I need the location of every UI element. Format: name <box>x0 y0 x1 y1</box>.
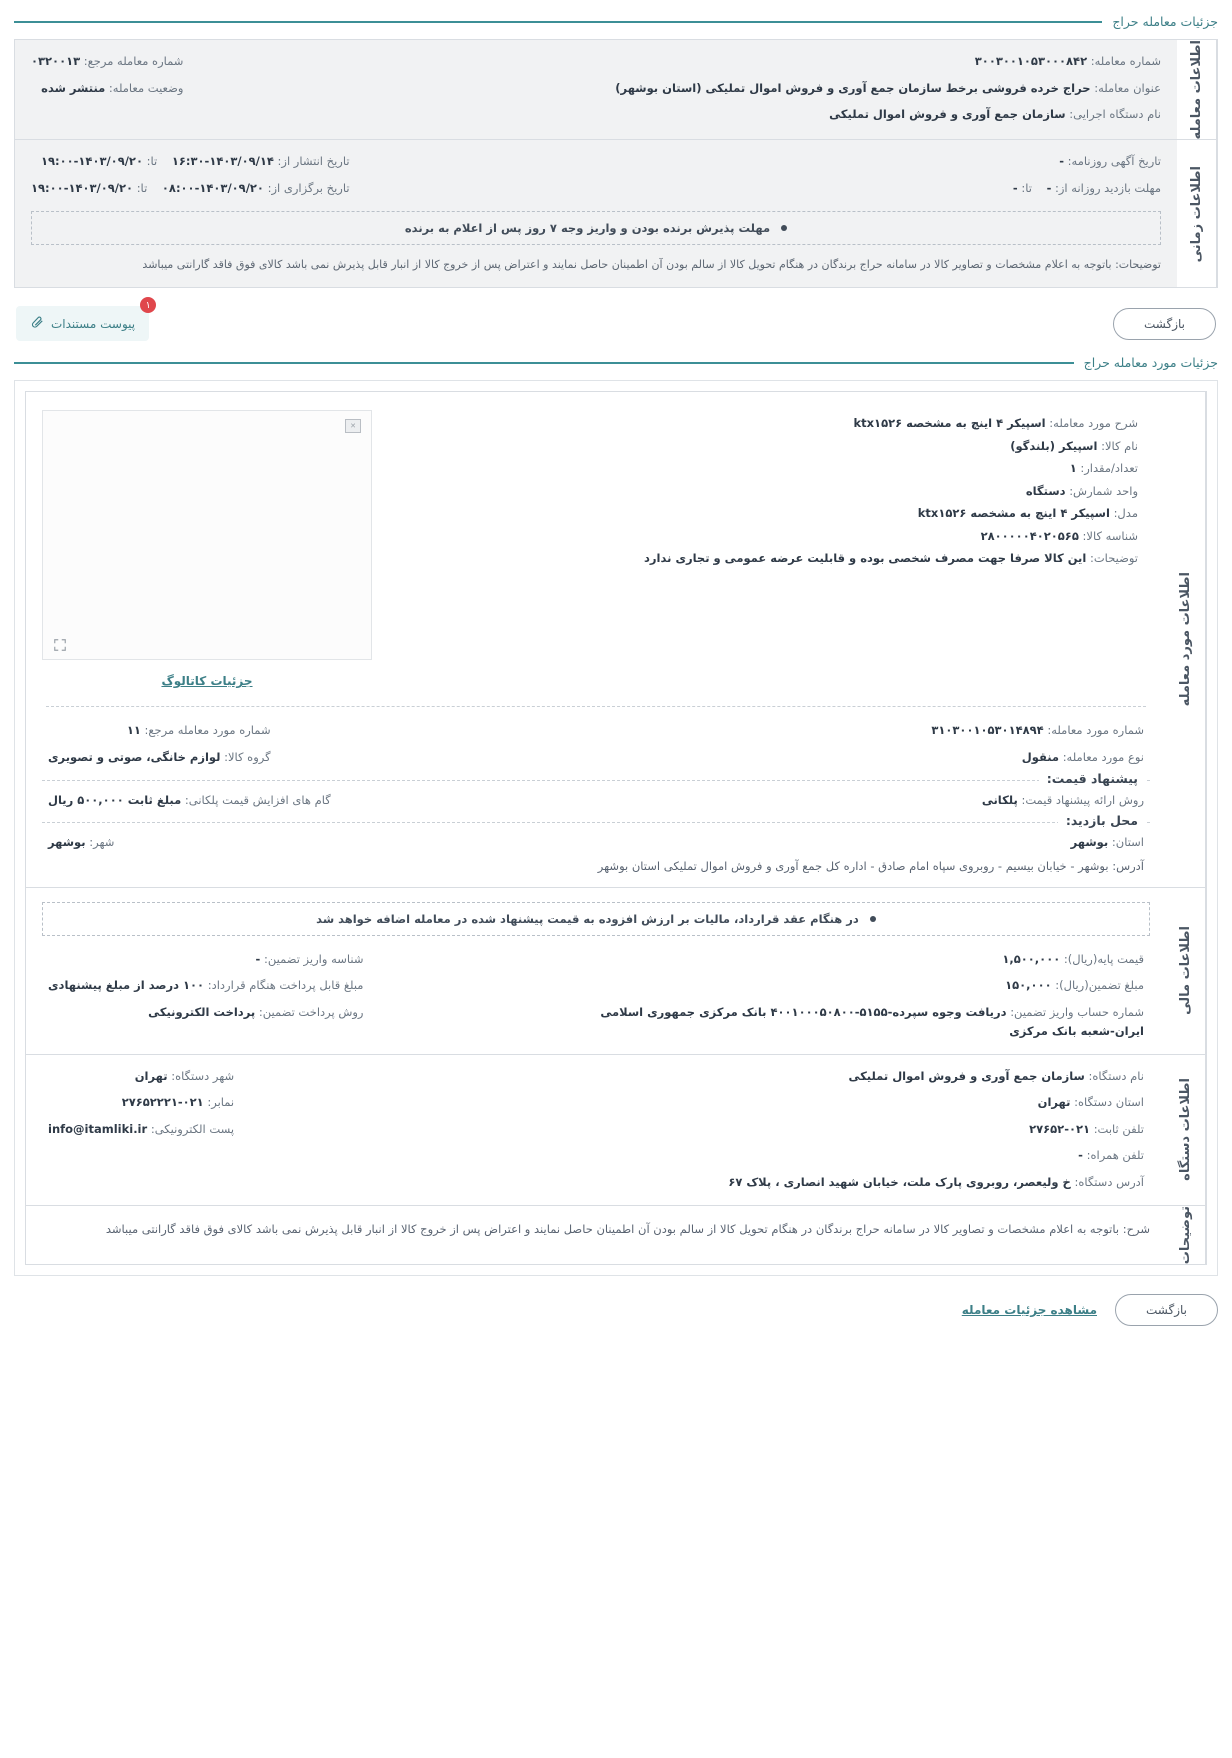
back-button-bottom[interactable]: بازگشت <box>1115 1294 1218 1326</box>
section-rule-2 <box>14 362 1074 364</box>
field-transaction-title <box>615 79 1161 99</box>
notice-vat <box>42 902 1150 936</box>
divider-1 <box>46 706 1146 707</box>
financial-left <box>48 950 363 1042</box>
value: حراج خرده فروشی برخط سازمان جمع آوری و فروش اموال تملیکی (استان بوشهر) <box>615 80 1091 95</box>
field-org-name <box>848 1067 1144 1087</box>
value-to: ۱۴۰۳/۰۹/۲۰-۱۹:۰۰ <box>31 180 134 195</box>
value: ۱۱ <box>126 723 141 738</box>
field-org-city <box>135 1067 234 1087</box>
label: تاریخ برگزاری از: <box>267 180 350 195</box>
field-visit-city <box>48 833 114 853</box>
panel-label-descriptions-text: توضیحات <box>1178 1205 1193 1264</box>
field-executive-agency <box>829 105 1161 125</box>
field-bid-method <box>982 791 1144 811</box>
paperclip-icon <box>30 315 44 332</box>
panel-descriptions <box>25 1206 1207 1265</box>
label: پست الکترونیکی: <box>150 1121 235 1136</box>
page-root <box>0 14 1232 1356</box>
value-from: ۱۴۰۳/۰۹/۱۴-۱۶:۳۰ <box>171 154 274 169</box>
panel-organization <box>25 1055 1207 1206</box>
value: پرداخت الکترونیکی <box>148 1004 256 1019</box>
value: ۱۰۰ درصد از مبلغ پیشنهادی <box>48 978 205 993</box>
value: ۰۲۱-۲۷۶۵۲ <box>1029 1121 1091 1136</box>
value: ۳۱۰۳۰۰۱۰۵۳۰۱۴۸۹۴ <box>931 723 1044 738</box>
value-to: - <box>1012 180 1018 195</box>
broken-image-icon: ✕ <box>345 419 361 433</box>
value: پلکانی <box>981 792 1018 807</box>
panel-label-time-text: اطلاعات زمانی <box>1189 165 1204 263</box>
label: آدرس دستگاه: <box>1074 1174 1144 1189</box>
price-row <box>42 791 1150 811</box>
value: دستگاه <box>1025 483 1066 498</box>
label: نام دستگاه اجرایی: <box>1069 107 1161 122</box>
field-visit-address: آدرس: بوشهر - خیابان بیسیم - روبروی سپاه امام صادق - اداره کل جمع آوری و فروش اموال تملیکی استان بوشهر <box>597 858 1144 873</box>
value: - <box>255 951 261 966</box>
field-guarantee-payment-id <box>256 950 364 970</box>
section-rule <box>14 21 1102 23</box>
organization-right <box>728 1067 1144 1193</box>
field-transaction-number <box>975 52 1161 72</box>
value: ۱۵۰,۰۰۰ <box>1005 978 1052 993</box>
panel-body-financial <box>26 888 1166 1054</box>
label: شناسه کالا: <box>1082 528 1138 543</box>
field-org-address <box>728 1173 1144 1193</box>
section-title-auction: جزئیات معامله حراج <box>1112 14 1218 29</box>
transaction-left-col <box>31 52 183 125</box>
financial-row <box>42 950 1150 1042</box>
time-left-col <box>31 152 350 198</box>
item-ids-right <box>931 721 1144 767</box>
panel-label-organization-text: اطلاعات دستگاه <box>1178 1078 1193 1182</box>
label: تعداد/مقدار: <box>1080 461 1138 476</box>
time-right-col <box>1013 152 1161 198</box>
field-org-province <box>1038 1093 1144 1113</box>
field-org-fax <box>122 1093 234 1113</box>
bullet-icon <box>781 225 787 231</box>
field-item-type <box>1022 748 1144 768</box>
label-to: تا: <box>1021 180 1032 195</box>
label: نام دستگاه: <box>1088 1068 1144 1083</box>
value: تهران <box>1037 1095 1071 1110</box>
field-item-description <box>390 412 1138 434</box>
visit-left <box>48 833 114 853</box>
field-visit-province <box>1071 833 1144 853</box>
panel-label-time <box>1177 140 1217 287</box>
value: اسپیکر ۴ اینچ به مشخصه ktx۱۵۲۶ <box>853 416 1046 431</box>
field-item-quantity <box>390 457 1138 479</box>
field-item-code <box>390 525 1138 547</box>
label: شهر: <box>89 835 115 850</box>
notice-text: مهلت پذیرش برنده بودن و واریز وجه ۷ روز پس از اعلام به برنده <box>404 220 771 235</box>
panel-label-financial-text: اطلاعات مالی <box>1178 926 1193 1016</box>
field-org-phone <box>1029 1120 1144 1140</box>
field-org-mobile <box>1078 1146 1144 1166</box>
section-title-item: جزئیات مورد معامله حراج <box>1083 355 1218 371</box>
field-item-name <box>390 435 1138 457</box>
value: مبلغ ثابت ۵۰۰,۰۰۰ ریال <box>48 792 182 807</box>
value: سازمان جمع آوری و فروش اموال تملیکی <box>829 107 1066 122</box>
item-ids-left <box>48 721 271 767</box>
field-reference-number <box>31 52 183 72</box>
descriptions-text: شرح: باتوجه به اعلام مشخصات و تصاویر کالا در سامانه حراج برندگان در هنگام تحویل کالا از سالم بودن آن اطمینان حاصل نمایند و اعتراض پس از خروج کالا از انبار قابل پذیرش نمی باشد کالای فوق فاقد گارانتی میباشد <box>105 1221 1150 1236</box>
action-bar-top <box>16 299 1216 341</box>
bullet-icon <box>870 916 876 922</box>
value: خ ولیعصر، روبروی پارک ملت، خیابان شهید انصاری ، پلاک ۶۷ <box>728 1174 1071 1189</box>
item-image[interactable] <box>42 410 372 660</box>
attachments-button[interactable] <box>16 299 151 341</box>
value: منتشر شده <box>41 80 106 95</box>
item-specs <box>390 404 1150 692</box>
value: ۲۸۰۰۰۰۰۴۰۲۰۵۶۵ <box>980 528 1079 543</box>
value: اسپیکر (بلندگو) <box>1010 438 1098 453</box>
label: تاریخ انتشار از: <box>277 154 350 169</box>
label: مبلغ قابل پرداخت هنگام قرارداد: <box>207 978 364 993</box>
price-section-divider <box>42 770 1150 786</box>
label: روش پرداخت تضمین: <box>258 1004 364 1019</box>
value-from: ۱۴۰۳/۰۹/۲۰-۰۸:۰۰ <box>161 180 264 195</box>
value: ۳۰۰۳۰۰۱۰۵۳۰۰۰۸۴۲ <box>974 54 1088 68</box>
panel-label-item-text: اطلاعات مورد معامله <box>1178 572 1193 707</box>
price-left <box>48 791 331 811</box>
value: بوشهر <box>1070 835 1109 850</box>
label: نوع مورد معامله: <box>1062 749 1144 764</box>
expand-icon[interactable] <box>53 637 67 651</box>
value: اسپیکر ۴ اینچ به مشخصه ktx۱۵۲۶ <box>917 506 1110 521</box>
value[interactable]: info@itamliki.ir <box>48 1121 148 1136</box>
field-item-unit <box>390 480 1138 502</box>
label: گام های افزایش قیمت پلکانی: <box>184 792 331 807</box>
panel-financial <box>25 888 1207 1055</box>
view-transaction-details-link[interactable]: مشاهده جزئیات معامله <box>961 1302 1097 1317</box>
field-guarantee-payment-method <box>148 1003 363 1023</box>
value: ۱ <box>1069 461 1077 476</box>
panel-body-descriptions <box>26 1206 1166 1264</box>
panel-label-descriptions <box>1166 1206 1206 1264</box>
field-newspaper-date <box>1059 152 1161 172</box>
label: قیمت پایه(ریال): <box>1063 951 1144 966</box>
panel-label-transaction <box>1177 40 1217 139</box>
label: مبلغ تضمین(ریال): <box>1055 978 1144 993</box>
value: ۰۲۱-۲۷۶۵۲۲۲۱ <box>121 1095 204 1110</box>
value: دریافت وجوه سپرده-۵۱۵۵-۴۰۰۱۰۰۰۵۰۸۰۰ بانک مرکزی جمهوری اسلامی ایران-شعبه بانک مرکزی <box>600 1004 1144 1039</box>
panel-body-item <box>26 392 1166 886</box>
notice-winner-deadline <box>31 211 1161 245</box>
field-item-model <box>390 502 1138 524</box>
visit-right <box>1071 833 1144 853</box>
label-to: تا: <box>136 180 148 195</box>
value: ۱,۵۰۰,۰۰۰ <box>1002 951 1061 966</box>
value: - <box>1059 154 1065 169</box>
label: استان: <box>1111 835 1144 850</box>
label: واحد شمارش: <box>1069 483 1138 498</box>
label: شماره مورد معامله: <box>1047 723 1144 738</box>
field-base-price <box>1002 950 1144 970</box>
value: تهران <box>134 1068 168 1083</box>
field-item-reference-number <box>127 721 271 741</box>
value: ۰۳۲۰۰۱۳ <box>31 54 81 68</box>
panel-body-organization <box>26 1055 1166 1205</box>
label: شماره معامله مرجع: <box>83 54 184 68</box>
organization-row <box>42 1067 1150 1193</box>
item-image-column <box>42 404 372 692</box>
label: عنوان معامله: <box>1094 80 1161 95</box>
label: نمابر: <box>207 1095 235 1110</box>
field-guarantee-account <box>584 1003 1144 1042</box>
field-item-notes <box>390 547 1138 569</box>
value: بوشهر <box>48 835 86 850</box>
visit-section-title: محل بازدید: <box>1058 813 1146 828</box>
label: تاریخ آگهی روزنامه: <box>1067 154 1161 169</box>
panel-label-financial <box>1166 888 1206 1054</box>
notice-text: در هنگام عقد قرارداد، مالیات بر ارزش افزوده به قیمت پیشنهاد شده در معامله اضافه خواهد شد <box>316 911 859 926</box>
catalog-details-link[interactable]: جزئیات کاتالوگ <box>161 674 253 689</box>
label: نام کالا: <box>1101 438 1138 453</box>
back-button-top[interactable]: بازگشت <box>1113 308 1216 340</box>
label: شماره مورد معامله مرجع: <box>144 723 271 738</box>
label: شناسه واریز تضمین: <box>263 951 364 966</box>
label: روش ارائه پیشنهاد قیمت: <box>1021 792 1144 807</box>
field-transaction-status <box>41 79 183 99</box>
label: استان دستگاه: <box>1074 1095 1144 1110</box>
price-right <box>982 791 1144 811</box>
action-bar-bottom <box>14 1294 1218 1326</box>
field-item-number <box>931 721 1144 741</box>
field-event-window <box>31 179 350 199</box>
panel-transaction-info <box>14 39 1218 140</box>
item-detail-card <box>14 380 1218 1275</box>
label: وضعیت معامله: <box>108 80 184 95</box>
value: منقول <box>1021 749 1060 764</box>
panel-time-info <box>14 140 1218 288</box>
label: تلفن همراه: <box>1086 1148 1144 1163</box>
transaction-right-col <box>615 52 1161 125</box>
field-daily-visit-window <box>1013 179 1161 199</box>
value: - <box>1078 1148 1083 1163</box>
panel-label-item <box>1166 392 1206 886</box>
panel-item-info <box>25 391 1207 887</box>
label: توضیحات: <box>1089 550 1138 565</box>
section-header-item <box>14 355 1218 370</box>
value: لوازم خانگی، صوتی و تصویری <box>48 749 221 764</box>
field-org-email <box>48 1120 234 1140</box>
value: سازمان جمع آوری و فروش اموال تملیکی <box>848 1068 1085 1083</box>
time-note: توضیحات: باتوجه به اعلام مشخصات و تصاویر کالا در سامانه حراج برندگان در هنگام تحویل کالا از سالم بودن آن اطمینان حاصل نمایند و اعتراض پس از خروج کالا از انبار قابل پذیرش نمی باشد کالای فوق فاقد گارانتی میباشد <box>142 257 1161 271</box>
visit-section-divider <box>42 813 1150 829</box>
label: شماره حساب واریز تضمین: <box>1010 1004 1144 1019</box>
field-guarantee-amount <box>1005 976 1144 996</box>
label: شماره معامله: <box>1090 54 1161 68</box>
visit-row <box>42 833 1150 853</box>
organization-left <box>48 1067 234 1193</box>
panel-label-organization <box>1166 1055 1206 1205</box>
label: تلفن ثابت: <box>1093 1121 1144 1136</box>
item-ids-row <box>42 721 1150 767</box>
value: این کالا صرفا جهت مصرف شخصی بوده و قابلیت عرضه عمومی و تجاری ندارد <box>644 550 1087 565</box>
field-contract-payment-amount <box>48 976 363 996</box>
attachments-count-badge: ۱ <box>140 297 156 313</box>
field-bid-step <box>48 791 331 811</box>
field-publish-window <box>41 152 350 172</box>
label: مدل: <box>1113 506 1138 521</box>
value-to: ۱۴۰۳/۰۹/۲۰-۱۹:۰۰ <box>40 154 143 169</box>
label: گروه کالا: <box>224 749 271 764</box>
value-from: - <box>1046 180 1052 195</box>
financial-right <box>584 950 1144 1042</box>
price-section-title: پیشنهاد قیمت: <box>1039 771 1146 786</box>
label-to: تا: <box>146 154 158 169</box>
panel-label-transaction-text: اطلاعات معامله <box>1189 40 1204 140</box>
section-header-auction <box>14 14 1218 29</box>
panel-body-transaction <box>15 40 1177 139</box>
label: شهر دستگاه: <box>171 1068 235 1083</box>
field-item-group <box>48 748 271 768</box>
label: شرح مورد معامله: <box>1049 416 1138 431</box>
attachments-label: پیوست مستندات <box>51 316 136 331</box>
label: مهلت بازدید روزانه از: <box>1055 180 1161 195</box>
panel-body-time <box>15 140 1177 287</box>
